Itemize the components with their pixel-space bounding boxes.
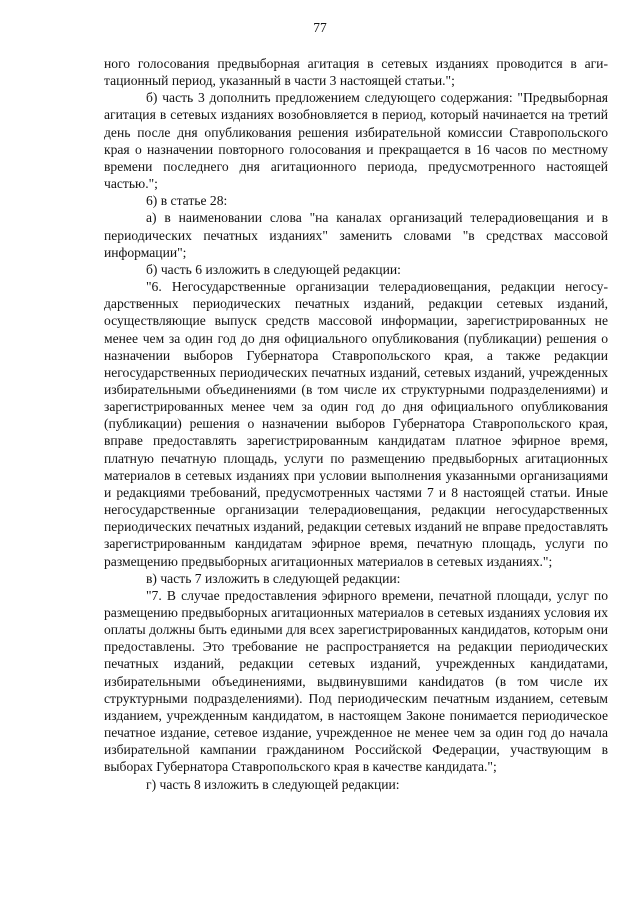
paragraph-item-v-part7: в) часть 7 изложить в следующей редакции: <box>146 570 401 586</box>
paragraph-part6-text: "6. Негосударственные организации телерадиовещания, редакции негосударственных периодических печатных изданий, редакции сетевых изданий, осуществляющие выпуск средств массовой информации, зарегистрированных не менее чем за один год до дня официального опубликования (публикации) решения о назначении выборов Губернатора Ставропольского края, а также редакции негосударственных периодических печатных изданий, сетевых изданий, учрежденных избирательными объединениями (в том числе их структурными подразделениями) и зарегистрированных менее чем за один год до дня официального опубликования (публикации) решения о назначении выборов Губернатора Ставропольского края, вправе предоставлять зарегистрированным кандидатам платное эфирное время, платную печатную площадь, услуги по размещению предвыборных агитационных материалов в сетевых изданиях при условии выполнения указанными организациями и редакциями требований, предусмотренных частями 7 и 8 настоящей статьи. Иные негосударственные организации телерадиовещания, редакции негосударственных периодических печатных изданий, редакции сетевых изданий не вправе предоставлять зарегистрированным кандидатам эфирное время, печатную площадь, услуги по размещению предвыборных агитационных материалов в сетевых изданиях."; <box>104 279 608 569</box>
paragraph-continuation: ного голосования предвыборная агитация в сетевых изданиях проводится в агитационный период, указанный в части 3 настоящей статьи."; <box>104 56 608 89</box>
page-number: 77 <box>313 20 327 35</box>
paragraph-article-28: 6) в статье 28: <box>146 193 228 209</box>
paragraph-item-b-part3: б) часть 3 дополнить предложением следующего содержания: "Предвыборная агитация в сетевых изданиях возобновляется в период, который начинается на третий день после дня опубликования решения избирательной комиссии Ставропольского края о назначении повторного голосования и прекращается в 16 часов по местному времени последнего дня агитационного периода, предусмотренного настоящей частью."; <box>104 90 608 192</box>
document-body <box>104 55 608 793</box>
paragraph-part7-text: "7. В случае предоставления эфирного времени, печатной площади, услуг по размещению предвыборных агитационных материалов в сетевых изданиях условия их оплаты должны быть едиными для всех зарегистрированных кандидатов, которым они предоставлены. Это требование не распространяется на редакции периодических печатных изданий, редакции сетевых изданий, учрежденных кандидатами, избирательными объединениями, выдвинувшими канdидатов (в том числе их структурными подразделениями). Под периодическим печатным изданием, сетевым изданием, учрежденным кандидатом, в настоящем Законе понимается периодическое печатное издание, сетевое издание, учрежденное не менее чем за один год до начала избирательной кампании гражданином Российской Федерации, участвующим в выборах Губернатора Ставропольского края в качестве кандидата."; <box>104 587 608 775</box>
paragraph-item-g-part8: г) часть 8 изложить в следующей редакции: <box>146 776 400 792</box>
paragraph-item-b-part6: б) часть 6 изложить в следующей редакции: <box>146 261 401 277</box>
paragraph-item-a-title: а) в наименовании слова "на каналах организаций телерадиовещания и в периодических печатных изданиях" заменить словами "в средствах массовой информации"; <box>104 210 608 260</box>
